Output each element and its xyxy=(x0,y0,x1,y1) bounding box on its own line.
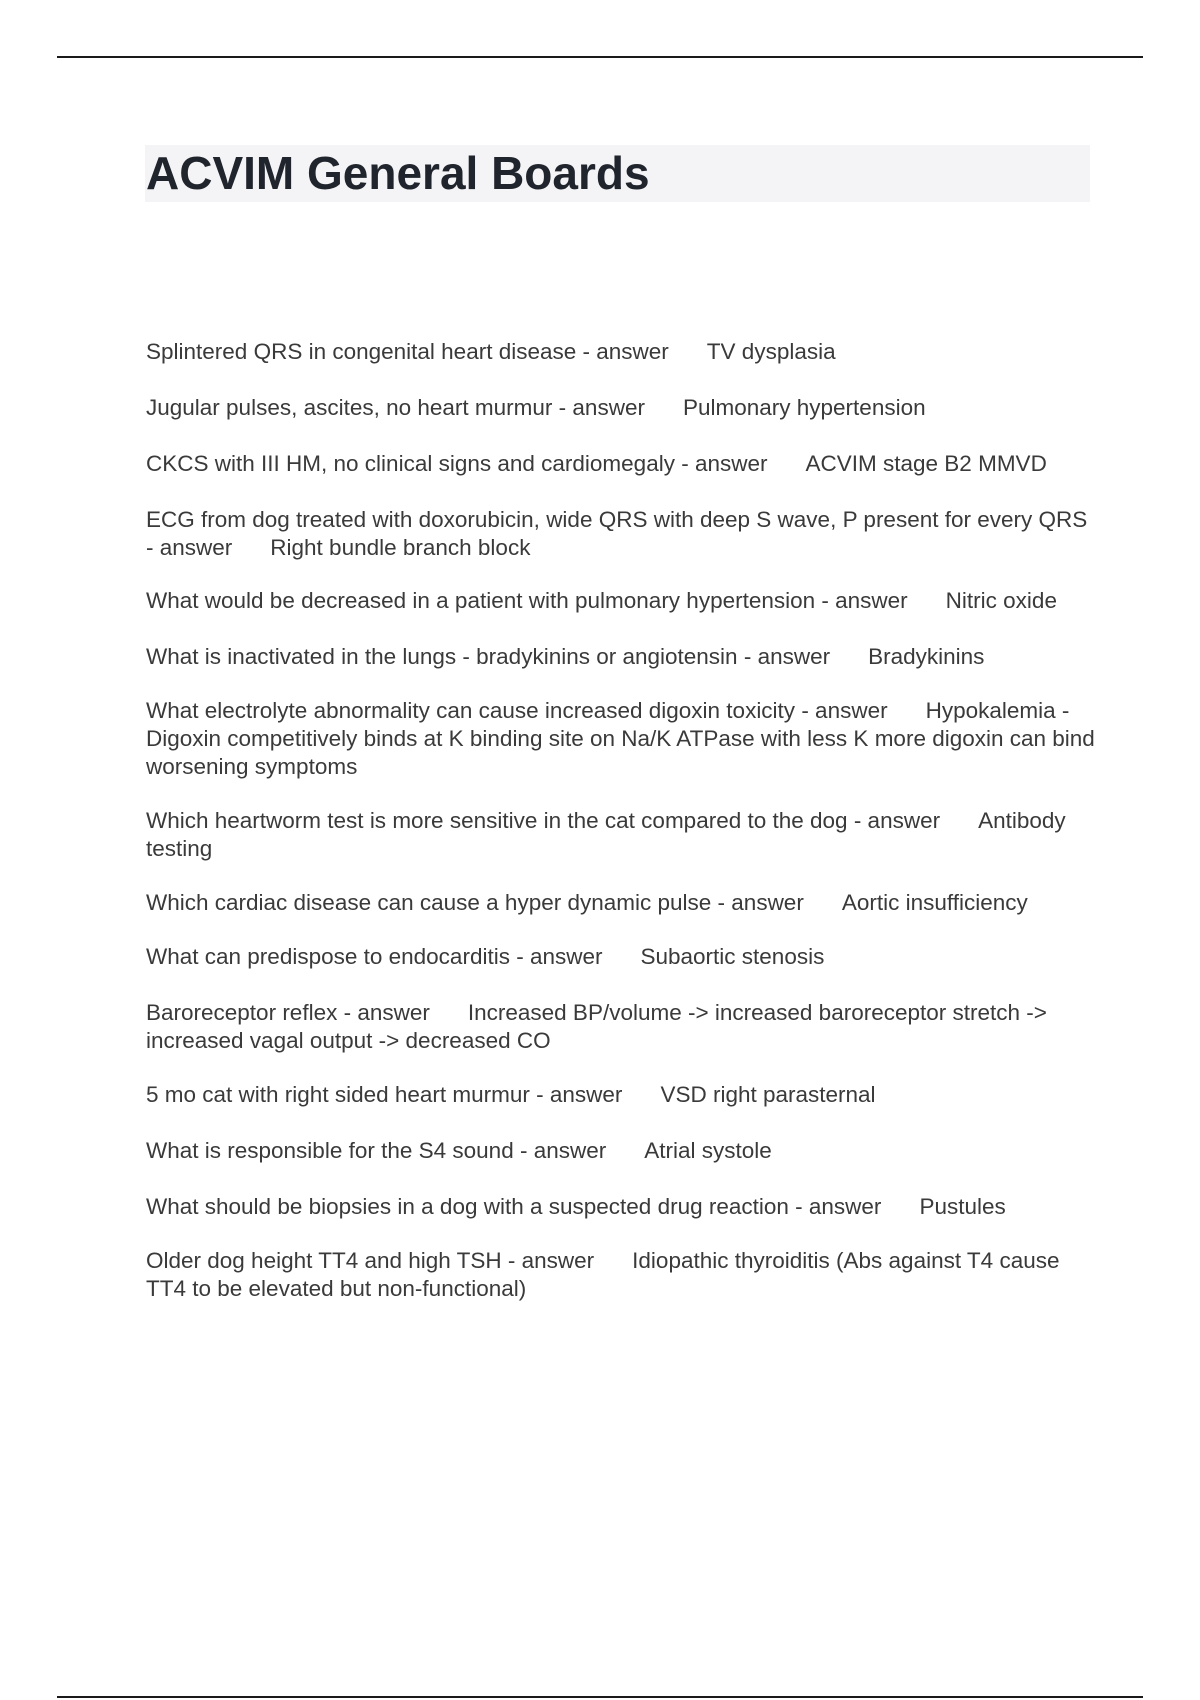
qa-item xyxy=(146,1193,1096,1221)
qa-item xyxy=(146,643,1096,671)
qa-question: Older dog height TT4 and high TSH - answer xyxy=(146,1248,595,1273)
qa-answer: Pulmonary hypertension xyxy=(682,395,926,420)
qa-item xyxy=(146,807,1096,863)
qa-answer: Subaortic stenosis xyxy=(640,944,825,969)
qa-question: 5 mo cat with right sided heart murmur - answer xyxy=(146,1082,623,1107)
qa-item xyxy=(146,506,1096,562)
qa-item xyxy=(146,943,1096,971)
qa-question: What can predispose to endocarditis - answer xyxy=(146,944,603,969)
qa-item xyxy=(146,450,1096,478)
qa-question: Baroreceptor reflex - answer xyxy=(146,1000,430,1025)
qa-question: Jugular pulses, ascites, no heart murmur - answer xyxy=(146,395,645,420)
qa-answer: Bradykinins xyxy=(868,644,985,669)
qa-answer: Increased BP/volume -> increased baroreceptor stretch -> increased vagal output -> decreased CO xyxy=(146,1000,1047,1053)
qa-question: What would be decreased in a patient with pulmonary hypertension - answer xyxy=(146,588,908,613)
qa-item xyxy=(146,697,1096,781)
qa-question: ECG from dog treated with doxorubicin, wide QRS with deep S wave, P present for every QRS - answer xyxy=(146,507,1088,560)
qa-answer: Atrial systole xyxy=(644,1138,772,1163)
qa-answer: TV dysplasia xyxy=(706,339,836,364)
qa-item xyxy=(146,999,1096,1055)
qa-item xyxy=(146,587,1096,615)
qa-question: What is responsible for the S4 sound - answer xyxy=(146,1138,607,1163)
qa-question: What is inactivated in the lungs - bradykinins or angiotensin - answer xyxy=(146,644,831,669)
qa-question: CKCS with III HM, no clinical signs and cardiomegaly - answer xyxy=(146,451,768,476)
qa-item xyxy=(146,1137,1096,1165)
qa-answer: Nitric oxide xyxy=(945,588,1057,613)
qa-item xyxy=(146,1081,1096,1109)
qa-list xyxy=(146,338,1096,1303)
qa-question: What electrolyte abnormality can cause increased digoxin toxicity - answer xyxy=(146,698,888,723)
qa-answer: Pustules xyxy=(919,1194,1006,1219)
qa-answer: Hypokalemia - Digoxin competitively binds at K binding site on Na/K ATPase with less K more digoxin can bind worsening symptoms xyxy=(146,698,1095,779)
page-title: ACVIM General Boards xyxy=(146,147,650,199)
qa-answer: Idiopathic thyroiditis (Abs against T4 cause TT4 to be elevated but non-functional) xyxy=(146,1248,1060,1301)
qa-question: Which cardiac disease can cause a hyper dynamic pulse - answer xyxy=(146,890,804,915)
qa-answer: Aortic insufficiency xyxy=(841,890,1028,915)
qa-question: Splintered QRS in congenital heart disease - answer xyxy=(146,339,669,364)
qa-answer: ACVIM stage B2 MMVD xyxy=(805,451,1047,476)
qa-item xyxy=(146,889,1096,917)
qa-answer: Antibody testing xyxy=(146,808,1066,861)
qa-item xyxy=(146,394,1096,422)
qa-item xyxy=(146,1247,1096,1303)
bottom-rule xyxy=(57,1696,1143,1698)
qa-question: What should be biopsies in a dog with a suspected drug reaction - answer xyxy=(146,1194,882,1219)
qa-answer: Right bundle branch block xyxy=(270,535,531,560)
top-rule xyxy=(57,56,1143,58)
qa-answer: VSD right parasternal xyxy=(660,1082,876,1107)
qa-question: Which heartworm test is more sensitive in the cat compared to the dog - answer xyxy=(146,808,941,833)
qa-item xyxy=(146,338,1096,366)
